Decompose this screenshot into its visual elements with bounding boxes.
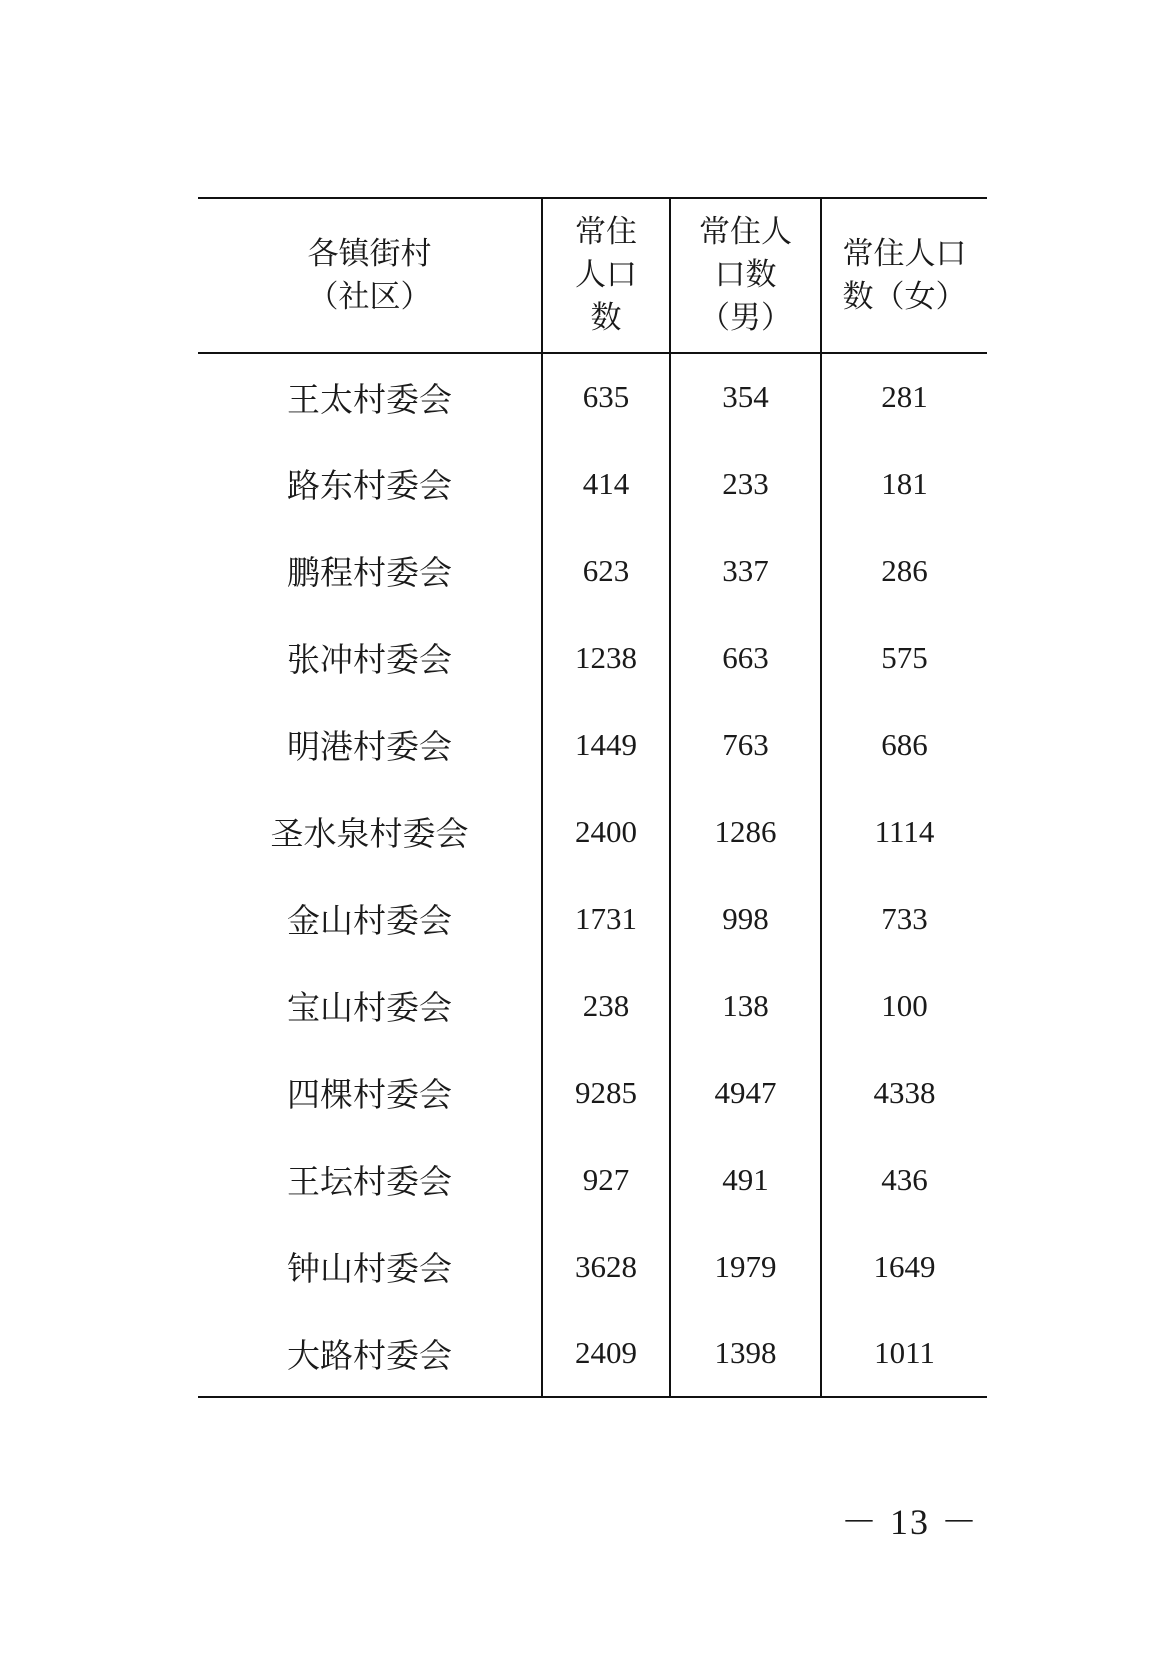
female-value: 436 [821, 1136, 987, 1223]
population-table-container [198, 197, 987, 1398]
female-value: 286 [821, 527, 987, 614]
total-value: 635 [542, 353, 670, 440]
total-value: 1238 [542, 614, 670, 701]
table-row [198, 788, 987, 875]
total-value: 1449 [542, 701, 670, 788]
total-value: 623 [542, 527, 670, 614]
male-value: 491 [670, 1136, 821, 1223]
header-male: 常住人 口数 （男） [670, 198, 821, 353]
female-value: 575 [821, 614, 987, 701]
header-total: 常住 人口 数 [542, 198, 670, 353]
male-value: 763 [670, 701, 821, 788]
female-value: 181 [821, 440, 987, 527]
female-value: 733 [821, 875, 987, 962]
male-value: 1398 [670, 1310, 821, 1397]
header-area: 各镇街村 （社区） [198, 198, 542, 353]
total-value: 414 [542, 440, 670, 527]
area-name: 王坛村委会 [287, 1162, 452, 1201]
table-body [198, 353, 987, 1397]
table-row [198, 1223, 987, 1310]
area-name: 宝山村委会 [287, 988, 452, 1027]
area-name: 路东村委会 [287, 466, 452, 505]
area-name: 张冲村委会 [287, 640, 452, 679]
header-female: 常住人口 数（女） [821, 198, 987, 353]
male-value: 337 [670, 527, 821, 614]
table-row [198, 440, 987, 527]
table-row [198, 1310, 987, 1397]
male-value: 998 [670, 875, 821, 962]
female-value: 1114 [821, 788, 987, 875]
female-value: 100 [821, 962, 987, 1049]
table-row [198, 701, 987, 788]
area-name: 大路村委会 [198, 1310, 542, 1397]
table-row [198, 875, 987, 962]
total-value: 2400 [542, 788, 670, 875]
male-value: 354 [670, 353, 821, 440]
female-value: 281 [821, 353, 987, 440]
male-value: 663 [670, 614, 821, 701]
header-row [198, 198, 987, 353]
male-value: 1286 [670, 788, 821, 875]
table-row [198, 527, 987, 614]
table-row [198, 1136, 987, 1223]
male-value: 4947 [670, 1049, 821, 1136]
male-value: 1979 [670, 1223, 821, 1310]
area-name: 鹏程村委会 [287, 553, 452, 592]
area-name: 圣水泉村委会 [270, 814, 469, 853]
area-name: 王太村委会 [287, 379, 452, 419]
total-value: 9285 [542, 1049, 670, 1136]
area-name: 钟山村委会 [287, 1249, 452, 1288]
table-row [198, 962, 987, 1049]
total-value: 1731 [542, 875, 670, 962]
table-row [198, 614, 987, 701]
female-value: 4338 [821, 1049, 987, 1136]
population-table [198, 197, 987, 1398]
table-row [198, 1049, 987, 1136]
page-number: － 13 － [840, 1502, 979, 1542]
table-header [198, 198, 987, 353]
area-name: 金山村委会 [287, 901, 452, 940]
female-value: 686 [821, 701, 987, 788]
area-name: 四棵村委会 [287, 1075, 452, 1114]
female-value: 1011 [821, 1310, 987, 1397]
male-value: 138 [670, 962, 821, 1049]
total-value: 2409 [542, 1310, 670, 1397]
total-value: 927 [542, 1136, 670, 1223]
table-row [198, 353, 987, 440]
total-value: 238 [542, 962, 670, 1049]
total-value: 3628 [542, 1223, 670, 1310]
male-value: 233 [670, 440, 821, 527]
female-value: 1649 [821, 1223, 987, 1310]
area-name: 明港村委会 [287, 727, 452, 766]
